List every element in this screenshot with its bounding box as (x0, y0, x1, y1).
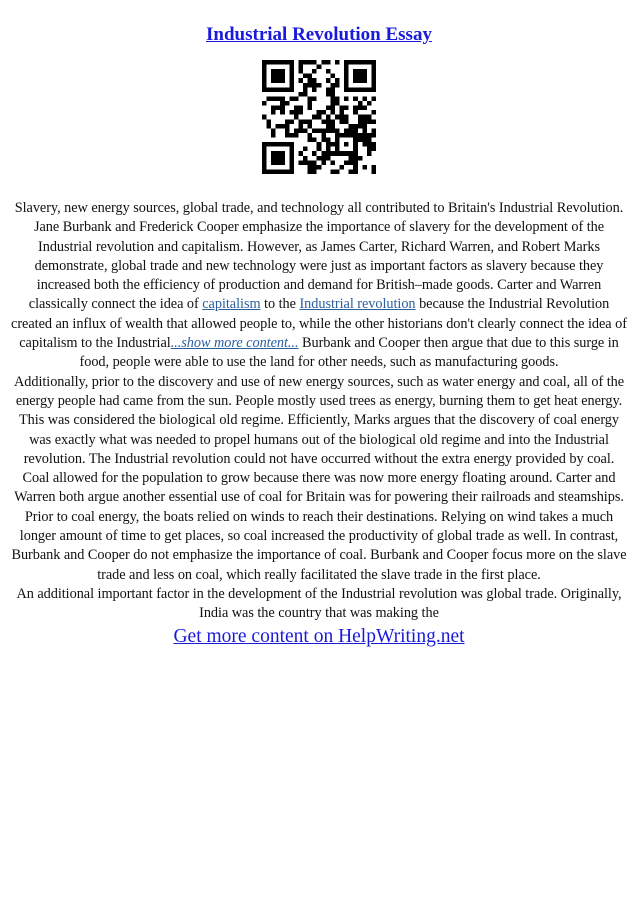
paragraph-1-text-b: to the (260, 296, 300, 313)
essay-body (10, 199, 628, 624)
show-more-link[interactable]: ...show more content... (170, 335, 299, 352)
qr-code-icon (262, 60, 376, 174)
paragraph-1-text-d: Burbank and Cooper then argue that due to this surge in food, people were able to use the land for other needs, such as manufacturing goods. (79, 335, 619, 371)
get-more-content-section (0, 624, 638, 650)
title-link[interactable]: Industrial Revolution Essay (206, 24, 432, 45)
paragraph-1 (10, 199, 628, 373)
industrial-revolution-link[interactable]: Industrial revolution (299, 296, 416, 313)
paragraph-2: Additionally, prior to the discovery and use of new energy sources, such as water energy and coal, all of the energy people had came from the sun. People mostly used trees as energy, burning them to get heat energy. This was considered the biological old regime. Efficiently, Marks argues that the discovery of coal energy was exactly what was needed to propel humans out of the biological old regime and into the Industrial revolution. The Industrial revolution could not have occurred without the extra energy provided by coal. Coal allowed for the population to grow because there was now more energy floating around. Carter and Warren both argue another essential use of coal for Britain was for powering their railroads and steamships. Prior to coal energy, the boats relied on winds to reach their destinations. Relying on wind takes a much longer amount of time to get places, so coal increased the productivity of global trade as well. In contrast, Burbank and Cooper do not emphasize the importance of coal. Burbank and Cooper focus more on the slave trade and less on coal, which really facilitated the slave trade in the first place. (11, 373, 627, 583)
paragraph-1-text-a: Slavery, new energy sources, global trade, and technology all contributed to Britain's Industrial Revolution. Jane Burbank and Frederick Cooper emphasize the importance of slavery for the development of the Industrial revolution and capitalism. However, as James Carter, Richard Warren, and Robert Marks demonstrate, global trade and new technology were just as important factors as slavery because they increased both the efficiency of production and demand for British–made goods. Carter and Warren classically connect the idea of (14, 200, 624, 313)
get-more-content-link[interactable]: Get more content on HelpWriting.net (173, 626, 465, 647)
capitalism-link[interactable]: capitalism (202, 296, 261, 313)
qr-code-graphic (262, 60, 376, 174)
paragraph-1-text-c: because the Industrial Revolution created an influx of wealth that allowed people to, while the other historians don't clearly connect the idea of capitalism to the Industrial (11, 296, 627, 352)
paragraph-3: An additional important factor in the development of the Industrial revolution was global trade. Originally, India was the country that was making the (16, 585, 622, 622)
document-title (0, 22, 638, 48)
